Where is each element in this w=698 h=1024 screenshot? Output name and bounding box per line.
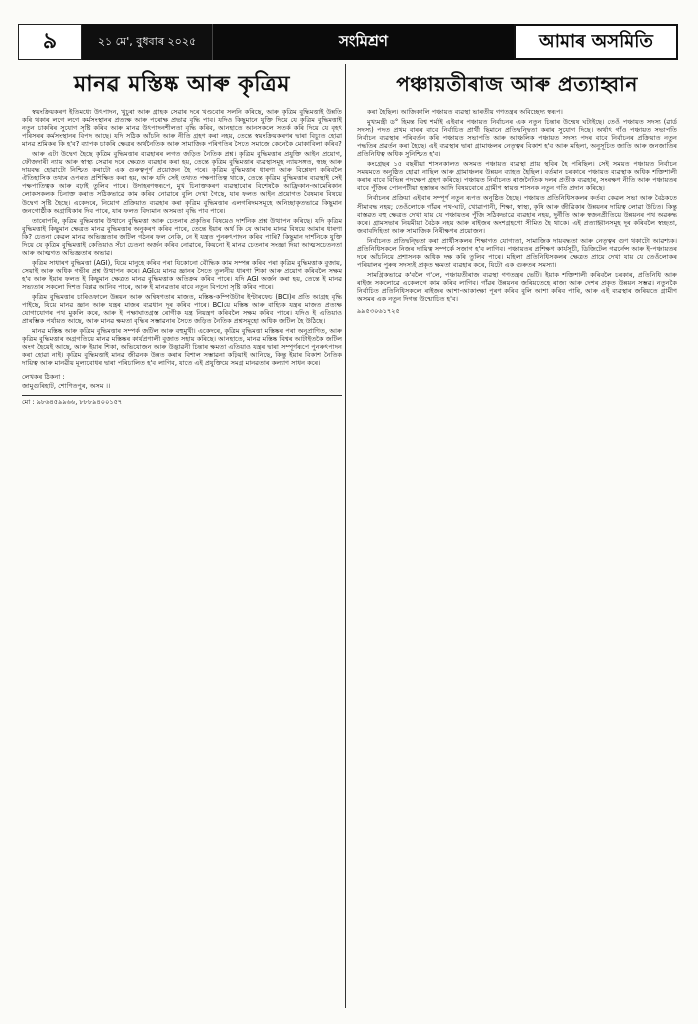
issue-date: ২১ মে', বুধবাৰ ২০২৫ bbox=[82, 24, 212, 60]
left-paragraph: কৃত্ৰিম বুদ্ধিমত্তাৰ চাৰিওফালে উন্নয়ন আৰু অন্বিষণতাৰ মাজত, মস্তিষ্ক-কম্পিউটাৰ ইণ্টাৰফেচ (BCI)ৰ প্ৰতি আগ্ৰহ বৃদ্ধি পাইছে, যিয়ে মানৱ জ্ঞান আৰু যন্ত্ৰৰ মাজৰ ব্যৱধান দূৰ কৰিব পাৰে। BCIয়ে মস্তিষ্ক আৰু বাহ্যিক যন্ত্ৰৰ মাজত প্ৰত্যক্ষ যোগাযোগৰ পথ মুকলি কৰে, আৰু ই পক্ষাঘাতগ্ৰস্ত ৰোগীক যন্ত্ৰ নিয়ন্ত্ৰণ কৰিবলৈ সক্ষম কৰিব পাৰে। যদিও ই এতিয়াও প্ৰাৰম্ভিক পৰ্যায়ত আছে, আৰু মানৱ ক্ষমতা বৃদ্ধিৰ সম্ভাৱনাৰ সৈতে জড়িত নৈতিক প্ৰশ্নসমূহো অধিক জটিল হৈ উঠিছে। bbox=[22, 293, 342, 326]
author-contact: ৯৯৫৩০৬১৭২৫ bbox=[357, 307, 400, 316]
newspaper-logo: আমাৰ অসমিতি bbox=[514, 24, 678, 60]
byline-line: লেখকৰ ঠিকনা : bbox=[22, 373, 65, 382]
right-paragraph: কৰা হৈছিল। আজিকালি পঞ্চায়ত ব্যৱস্থা ভাৰতীয় গণতন্ত্ৰৰ অবিচ্ছেদ্য স্বৰূপ। bbox=[367, 108, 563, 116]
left-paragraph: তাৰোপৰি, কৃত্ৰিম বুদ্ধিমত্তাৰ উত্থানে বুদ্ধিমত্তা আৰু চেতনাৰ প্ৰকৃতিৰ বিষয়েও দাৰ্শনিক প্ৰশ্ন উত্থাপন কৰিছে। যদি কৃত্ৰিম বুদ্ধিমত্তাই কিছুমান ক্ষেত্ৰত মানৱ বুদ্ধিমত্তাৰ অনুকৰণ কৰিব পাৰে, তেন্তে ইয়াৰ অৰ্থ কি যে আমাৰ মানৱ বিষয়ে আমাৰ ধাৰণা কি? চেতনা কেৱল মানৱ অভিজ্ঞতাৰ জটিল গঠনৰ ফল নেকি, নে ই যন্ত্ৰত পুনৰুৎপাদন কৰিব পাৰি? কিছুমান দাৰ্শনিকে যুক্তি দিয়ে যে কৃত্ৰিম বুদ্ধিমত্তাই কেতিয়াও সঁচা চেতনা অৰ্জন কৰিব নোৱাৰে, কিয়নো ই মানৱ চেতনাৰ সংজ্ঞা দিয়া আত্মসচেতনতা আৰু আত্মগত অভিজ্ঞতাৰ অভাৱ। bbox=[22, 216, 342, 257]
right-paragraph: নিৰ্বাচনত প্ৰতিদ্বন্দ্বিতা কৰা প্ৰাৰ্থীসকলৰ শিক্ষাগত যোগ্যতা, সামাজিক দায়বদ্ধতা আৰু নেতৃত্বৰ গুণ থকাটো আৱশ্যক। প্ৰতিনিধিসকলে নিজৰ দায়িত্ব সম্পৰ্কে সজাগ হ'ব লাগিব। পঞ্চায়তৰ প্ৰশিক্ষণ কাৰ্যসূচী, ডিজিটেল গৱৰ্নেন্স আৰু ই-পঞ্চায়তৰ দৰে আঁচনিয়ে প্ৰশাসনক অধিক দক্ষ কৰি তুলিব পাৰে। মহিলা প্ৰতিনিধিসকলৰ ক্ষেত্ৰত প্ৰায়ে দেখা যায় যে তেওঁলোকৰ পৰিয়ালৰ পুৰুষ সদস্যই প্ৰকৃত ক্ষমতা ব্যৱহাৰ কৰে, যিটো এক গুৰুতৰ সমস্যা। bbox=[357, 236, 677, 269]
left-paragraph: আৰু এটা উদ্বেগ হৈছে কৃত্ৰিম বুদ্ধিমত্তাৰ ব্যৱহাৰৰ লগত জড়িত নৈতিক প্ৰশ্ন। কৃত্ৰিম বুদ্ধিমত্তাৰ প্ৰযুক্তি আইন প্ৰয়োগ, ফৌজদাৰী ন্যায় আৰু স্বাস্থ্য সেৱাৰ দৰে ক্ষেত্ৰত ব্যৱহাৰ কৰা হয়, তেন্তে কৃত্ৰিম বুদ্ধিমত্তাৰ ব্যৱস্থাসমূহ ন্যায়সঙ্গত, স্বচ্ছ আৰু দায়বদ্ধ হোৱাটো নিশ্চিত কৰাটো এক গুৰুত্বপূৰ্ণ প্ৰয়োজন হৈ পৰে। কৃত্ৰিম বুদ্ধিমত্তাৰ ধাৰণা আৰু বিশ্লেষণ কৰিবলৈ ঐতিহাসিক তথ্যৰ ওপৰত প্ৰশিক্ষিত কৰা হয়, আৰু যদি সেই তথ্যত পক্ষপাতিত্ব থাকে, তেন্তে কৃত্ৰিম বুদ্ধিমত্তাৰ ব্যৱস্থাই সেই পক্ষপাতিত্বক আৰু বঢ়াই তুলিব পাৰে। উদাহৰণস্বৰূপে, মুখ চিনাক্তকৰণ ব্যৱস্থাবোৰ বিশেষকৈ আফ্ৰিকান-আমেৰিকান লোকসকলক চিনাক্ত কৰাত সঠিকভাৱে কাম কৰিব নোৱাৰে বুলি দেখা গৈছে, যাৰ ফলত আইন প্ৰয়োগত বৈষম্যৰ বিষয়ে উদ্বেগ সৃষ্টি হৈছে। একেদৰে, নিয়োগ প্ৰক্ৰিয়াত ব্যৱহাৰ কৰা কৃত্ৰিম বুদ্ধিমত্তাৰ এলগৰিদমসমূহে অনিচ্ছাকৃতভাৱে কিছুমান জনগোষ্ঠীক অগ্ৰাধিকাৰ দিব পাৰে, যাৰ ফলত বিদ্যমান অসমতা বৃদ্ধি পাব পাৰে। bbox=[22, 150, 342, 215]
right-paragraph: মুখ্যমন্ত্ৰী ড° হিমন্ত বিশ্ব শৰ্মাই এইবাৰ পঞ্চায়ত নিৰ্বাচনৰ এক নতুন চিন্তাৰ উন্মেষ ঘটাইছে। তেওঁ পঞ্চায়ত সদস্য (ৱাৰ্ড সদস্য) পদত প্ৰথম বাৰৰ বাবে নিৰ্বাচিত প্ৰাৰ্থী ছিমানে প্ৰতিদ্বন্দ্বিতা কৰাৰ সুযোগ দিছে। অৰ্থাৎ গাঁও পঞ্চায়ত সভাপতি নিৰ্বাচন ব্যৱস্থাৰ পৰিবৰ্তন কৰি পঞ্চায়ত সভাপতি আৰু আঞ্চলিক পঞ্চায়ত সদস্য পদৰ বাবে নিৰ্বাচনৰ প্ৰক্ৰিয়াত নতুন পদ্ধতিৰ প্ৰৱৰ্তন কৰা হৈছে। এই ব্যৱস্থাৰ দ্বাৰা গ্ৰামাঞ্চলৰ নেতৃত্বৰ বিকাশ হ'ব আৰু মহিলা, অনুসূচিত জাতি আৰু জনজাতিৰ প্ৰতিনিধিত্ব অধিক সুনিশ্চিত হ'ব। bbox=[357, 118, 677, 159]
left-paragraph: কৃত্ৰিম সাধাৰণ বুদ্ধিমত্তা (AGI), যিয়ে মানুহে কৰিব পৰা যিকোনো বৌদ্ধিক কাম সম্পন্ন কৰিব পৰা কৃত্ৰিম বুদ্ধিমত্তাক বুজায়, সেয়াই আৰু অধিক গভীৰ প্ৰশ্ন উত্থাপন কৰে। AGIয়ে মানৱ জ্ঞানৰ সৈতে তুলনীয় ধাৰণা শিকা আৰু প্ৰয়োগ কৰিবলৈ সক্ষম হ'ব আৰু ইয়াৰ ফলত ই কিছুমান ক্ষেত্ৰত মানৱ বুদ্ধিমত্তাক অতিক্ৰম কৰিব পাৰে। যদি AGI অৰ্জন কৰা হয়, তেন্তে ই মানৱ সভ্যতাৰ সকলো দিশত বিপ্লৱ আনিব পাৰে, আৰু ই মানৱতাৰ বাবে নতুন বিপদো সৃষ্টি কৰিব পাৰে। bbox=[22, 258, 342, 291]
left-paragraph: স্বয়ংক্ৰিয়কৰণ ইতিমধ্যে উৎপাদন, খুচুৰা আৰু গ্ৰাহক সেৱাৰ দৰে খণ্ডবোৰ সলনি কৰিছে, আৰু কৃত্ৰিম বুদ্ধিমত্তাই উন্নতি কৰি থকাৰ লগে লগে কৰ্মসংস্থানৰ প্ৰত্যক্ষ আৰু পৰোক্ষ প্ৰভাৱ বৃদ্ধি পাব। যদিও কিছুমানে যুক্তি দিয়ে যে কৃত্ৰিম বুদ্ধিমত্তাই নতুন চাকৰিৰ সুযোগ সৃষ্টি কৰিব আৰু মানৱ উৎপাদনশীলতা বৃদ্ধি কৰিব, আনহাতে আনসকলে সতৰ্ক কৰি দিয়ে যে বৃহৎ পৰিসৰৰ কৰ্মসংস্থানৰ বিপদ আছে। যদি সঠিক আঁচনি আৰু নীতি গ্ৰহণ কৰা নহয়, তেন্তে স্বয়ংক্ৰিয়কৰণৰ দ্বাৰা বিচ্যুত হোৱা মানৱ শ্ৰমিকৰ কি হ'ব? ব্যাপক চাকৰি ক্ষেত্ৰৰ অৰ্থনৈতিক আৰু সামাজিক পৰিণতিৰ সৈতে সমাজে কেনেকৈ মোকাবিলা কৰিব? bbox=[22, 108, 342, 149]
left-article-title: মানৱ মস্তিষ্ক আৰু কৃত্ৰিম bbox=[74, 71, 290, 97]
column-divider bbox=[345, 64, 346, 1008]
author-contact: মো : ৯৮৬৪৫৯৯৬৬, ৮৮৮৯৪০০১৫৭ bbox=[22, 395, 342, 406]
right-paragraph: কংগ্ৰেছৰ ১৫ বছৰীয়া শাসনকালত অসমত পঞ্চায়ত ব্যৱস্থা প্ৰায় স্থবিৰ হৈ পৰিছিল। সেই সময়ত পঞ্চায়ত নিৰ্বাচন সময়মতে অনুষ্ঠিত হোৱা নাছিল আৰু গ্ৰামাঞ্চলৰ উন্নয়ন ব্যাহত হৈছিল। বৰ্তমান চৰকাৰে পঞ্চায়ত ব্যৱস্থাক অধিক শক্তিশালী কৰাৰ বাবে বিভিন্ন পদক্ষেপ গ্ৰহণ কৰিছে। পঞ্চায়ত নিৰ্বাচনত ৰাজনৈতিক দলৰ প্ৰতীক ব্যৱহাৰ, সংৰক্ষণ নীতি আৰু পঞ্চায়তৰ বাবে পুঁজিৰ পোনপটীয়া হস্তান্তৰ আদি বিষয়বোৰে গ্ৰামীণ স্বায়ত্ত শাসনক নতুন গতি প্ৰদান কৰিছে। bbox=[357, 160, 677, 193]
left-article bbox=[22, 64, 342, 407]
byline-line: জামুগুৰিহাট, শোণিতপুৰ, অসম ।। bbox=[22, 382, 111, 391]
page-number: ৯ bbox=[18, 24, 82, 60]
right-paragraph: সামগ্ৰিকভাৱে ক'বলৈ গ'লে, পঞ্চায়তীৰাজ ব্যৱস্থা গণতন্ত্ৰৰ ভেটি। ইয়াক শক্তিশালী কৰিবলৈ চৰকাৰ, প্ৰতিনিধি আৰু ৰাইজ সকলোৱে একেলগে কাম কৰিব লাগিব। গাঁৱৰ উন্নয়নৰ জৰিয়তেহে ৰাজ্য আৰু দেশৰ প্ৰকৃত উন্নয়ন সম্ভৱ। নতুনকৈ নিৰ্বাচিত প্ৰতিনিধিসকলে ৰাইজৰ আশা-আকাংক্ষা পূৰণ কৰিব বুলি আশা কৰিব পাৰি, আৰু এই ব্যৱস্থাৰ জৰিয়তে গ্ৰামীণ অসমৰ এক নতুন দিগন্ত উন্মোচিত হ'ব। bbox=[357, 270, 677, 304]
right-article-title: পঞ্চায়তীৰাজ আৰু প্ৰত্যাহ্বান bbox=[396, 72, 638, 96]
section-title: সংমিশ্ৰণ bbox=[212, 24, 514, 60]
author-byline bbox=[22, 373, 342, 391]
right-article bbox=[357, 64, 677, 315]
page-header bbox=[18, 24, 678, 60]
left-paragraph: মানৱ মস্তিষ্ক আৰু কৃত্ৰিম বুদ্ধিমত্তাৰ সম্পৰ্ক জটিল আৰু বহুমুখী। একেদৰে, কৃত্ৰিম বুদ্ধিমত্তা মস্তিষ্কৰ পৰা অনুপ্ৰাণিত, আৰু কৃত্ৰিম বুদ্ধিমত্তাৰ অগ্ৰগতিয়ে মানৱ মস্তিষ্কৰ কাৰ্যপ্ৰণালী বুজাত সহায় কৰিছে। আনহাতে, মানৱ মস্তিষ্ক বিশ্বৰ আটাইতকৈ জটিল অংগ হৈয়েই আছে, আৰু ইয়াৰ শিকা, অভিযোজন আৰু উদ্ভাৱনী চিন্তাৰ ক্ষমতা এতিয়াও যন্ত্ৰৰ দ্বাৰা সম্পূৰ্ণৰূপে পুনৰুৎপাদন কৰা হোৱা নাই। কৃত্ৰিম বুদ্ধিমত্তাই মানৱ জীৱনক উন্নত কৰাৰ বিশাল সম্ভাৱনা কঢ়িয়াই আনিছে, কিন্তু ইয়াৰ বিকাশ নৈতিক দায়িত্ব আৰু মানৱীয় মূল্যবোধৰ দ্বাৰা পৰিচালিত হ'ব লাগিব, যাতে এই প্ৰযুক্তিয়ে সমগ্ৰ মানৱতাৰ কল্যাণ সাধন কৰে। bbox=[22, 327, 342, 368]
right-paragraph: নিৰ্বাচনৰ প্ৰক্ৰিয়া এইবাৰ সম্পূৰ্ণ নতুন ৰূপত অনুষ্ঠিত হৈছে। পঞ্চায়ত প্ৰতিনিধিসকলৰ কৰ্তব্য কেৱল সভা আৰু বৈঠকতে সীমাবদ্ধ নহয়; তেওঁলোকে গাঁৱৰ পথ-ঘাট, খোৱাপানী, শিক্ষা, স্বাস্থ্য, কৃষি আৰু জীৱিকাৰ উন্নয়নৰ দায়িত্ব লোৱা উচিত। কিন্তু বাস্তৱত বহু ক্ষেত্ৰত দেখা যায় যে পঞ্চায়তৰ পুঁজি সঠিকভাৱে ব্যৱহাৰ নহয়, দুৰ্নীতি আৰু স্বজনপ্ৰীতিয়ে উন্নয়নৰ পথ অৱৰুদ্ধ কৰে। গ্ৰামসভাৰ নিয়মীয়া বৈঠক নহয় আৰু ৰাইজৰ অংশগ্ৰহণো সীমিত হৈ থাকে। এই প্ৰত্যাহ্বানসমূহ দূৰ কৰিবলৈ স্বচ্ছতা, জবাবদিহিতা আৰু সামাজিক নিৰীক্ষণৰ প্ৰয়োজন। bbox=[357, 194, 677, 235]
